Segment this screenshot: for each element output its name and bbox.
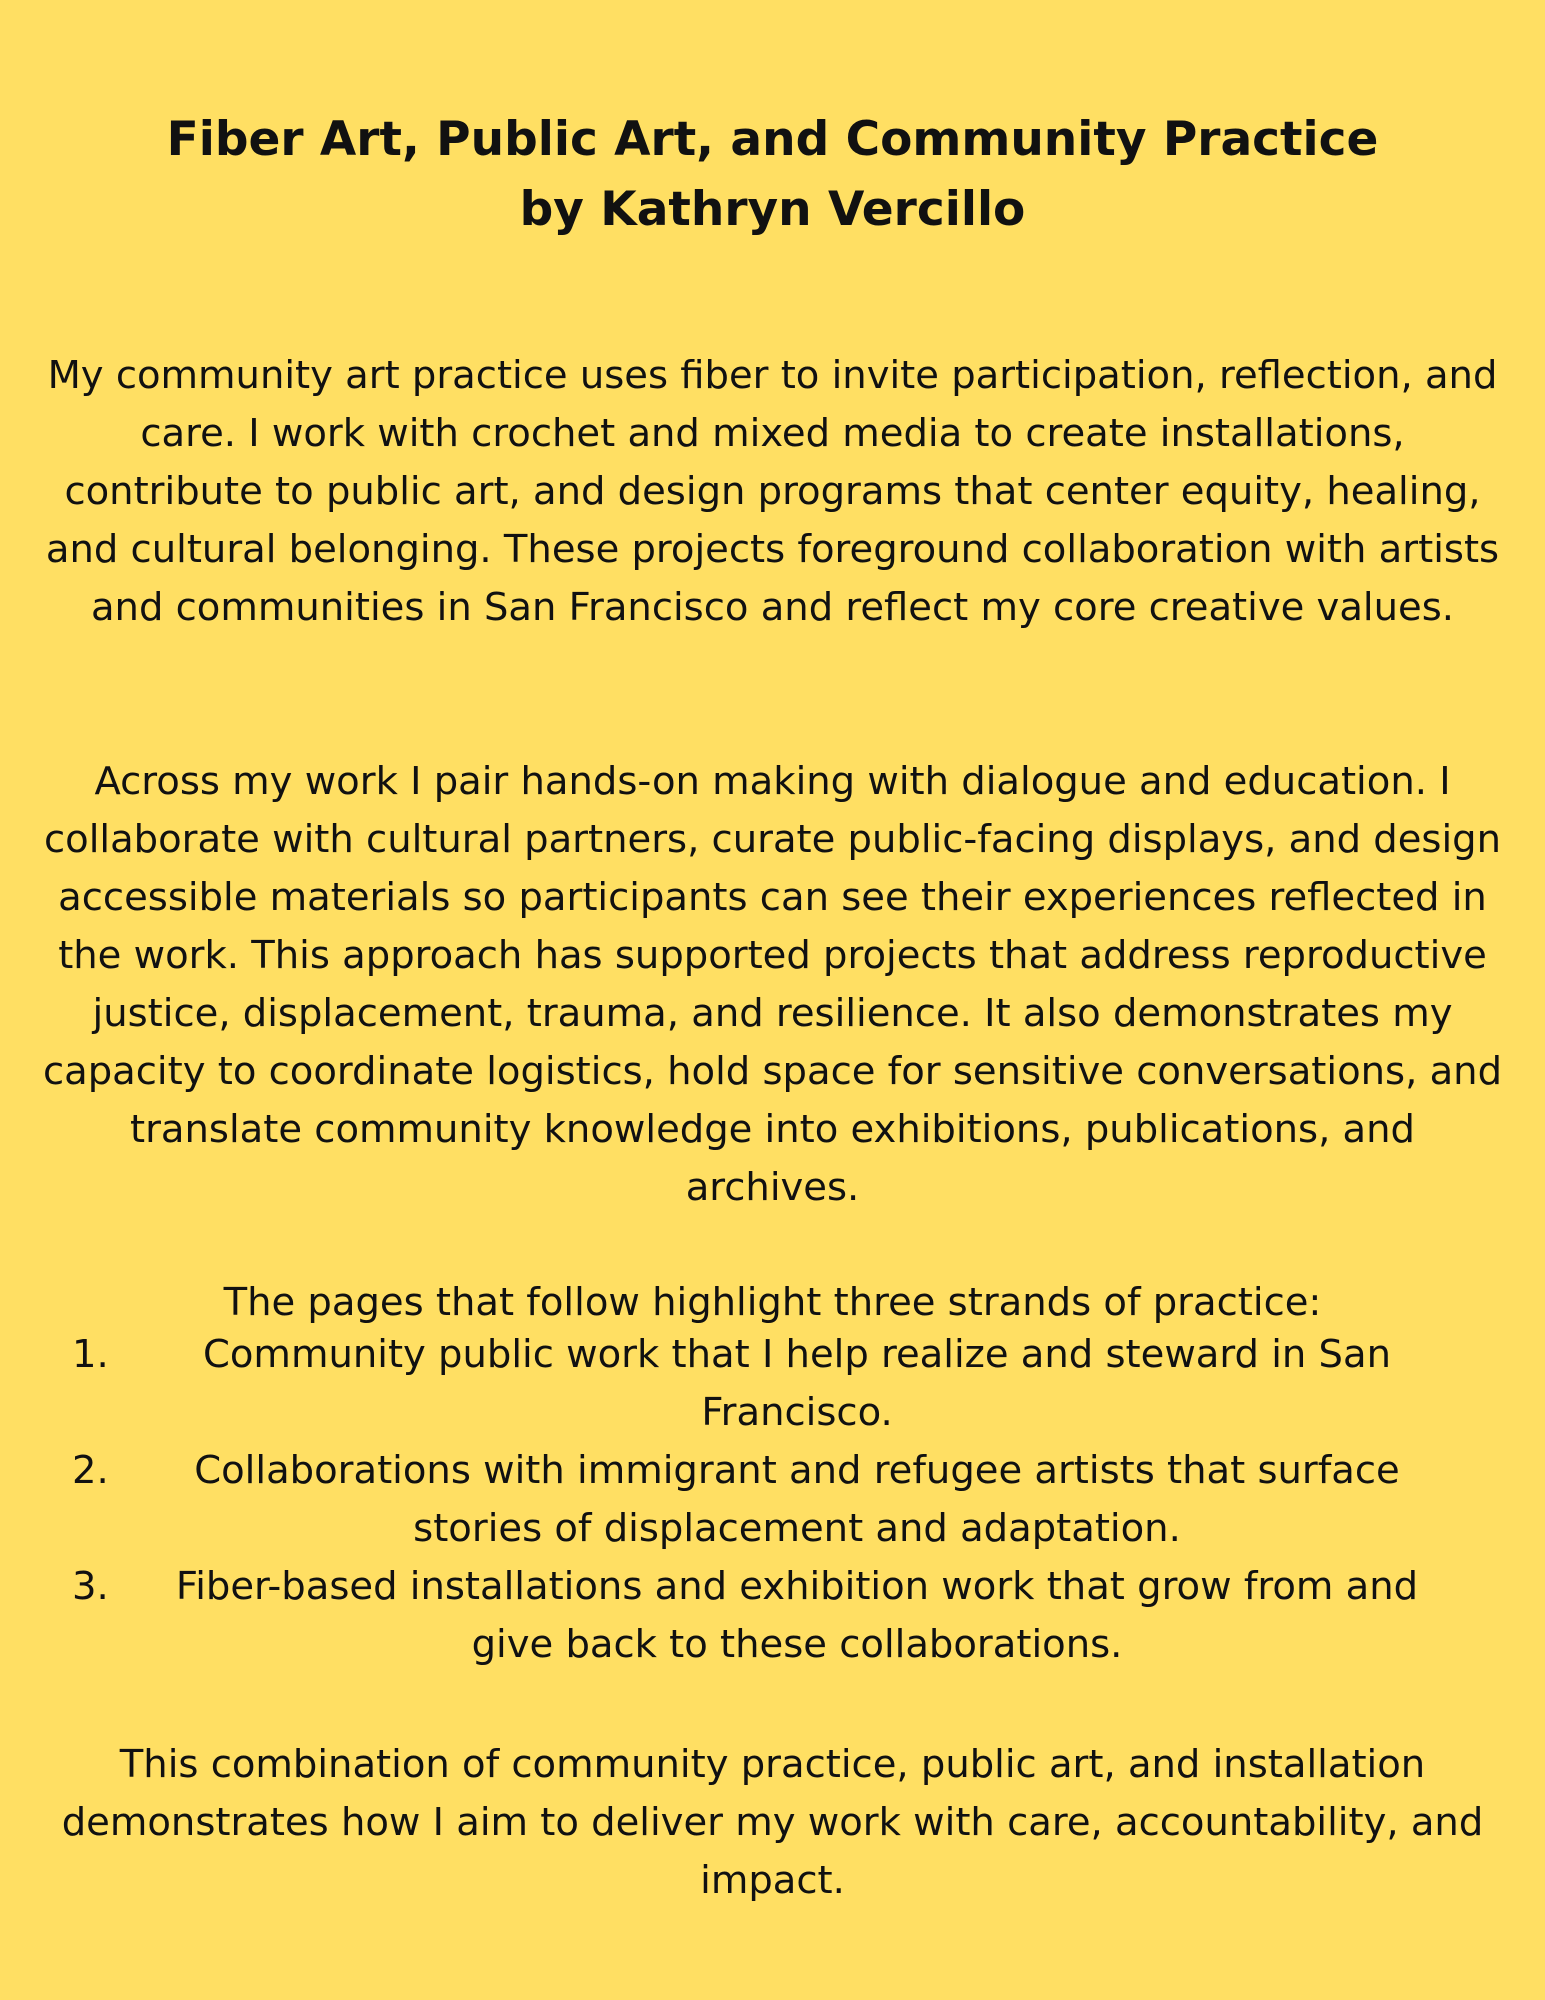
title-line-1: Fiber Art, Public Art, and Community Practice — [166, 112, 1379, 167]
list-item — [72, 1442, 1472, 1558]
paragraph-2: Across my work I pair hands-on making with dialogue and education. I collaborate with cultural partners, curate public-facing displays, and design accessible materials so participants can see their experiences reflected in the work. This approach has supported projects that address reproductive justice, displacement, trauma, and resilience. It also demonstrates my capacity to coordinate logistics, hold space for sensitive conversations, and translate community knowledge into exhibitions, publications, and archives. — [42, 759, 1503, 1210]
paragraph-1: My community art practice uses fiber to invite participation, reflection, and care. I work with crochet and mixed media to create installations, contribute to public art, and design programs that center equity, healing, and cultural belonging. These projects foreground collaboration with artists and communities in San Francisco and reflect my core creative values. — [45, 353, 1500, 630]
paragraph-3: This combination of community practice, public art, and installation demonstrates how I aim to deliver my work with care, accountability, and impact. — [61, 1742, 1484, 1903]
list-item-text: Fiber-based installations and exhibition work that grow from and give back to these collaborations. — [175, 1564, 1419, 1667]
list-item — [72, 1326, 1472, 1442]
list-item-text: Collaborations with immigrant and refugee artists that surface stories of displacement and adaptation. — [194, 1448, 1400, 1551]
list-item-number: 1. — [72, 1332, 109, 1377]
list-item-number: 3. — [72, 1564, 109, 1609]
strands-list — [72, 1326, 1472, 1674]
strands-intro: The pages that follow highlight three strands of practice: — [223, 1280, 1322, 1325]
list-item — [72, 1558, 1472, 1674]
title-byline: by Kathryn Vercillo — [519, 182, 1026, 237]
page-title — [0, 105, 1545, 245]
list-item-text: Community public work that I help realize and steward in San Francisco. — [203, 1332, 1391, 1435]
list-item-number: 2. — [72, 1448, 109, 1493]
